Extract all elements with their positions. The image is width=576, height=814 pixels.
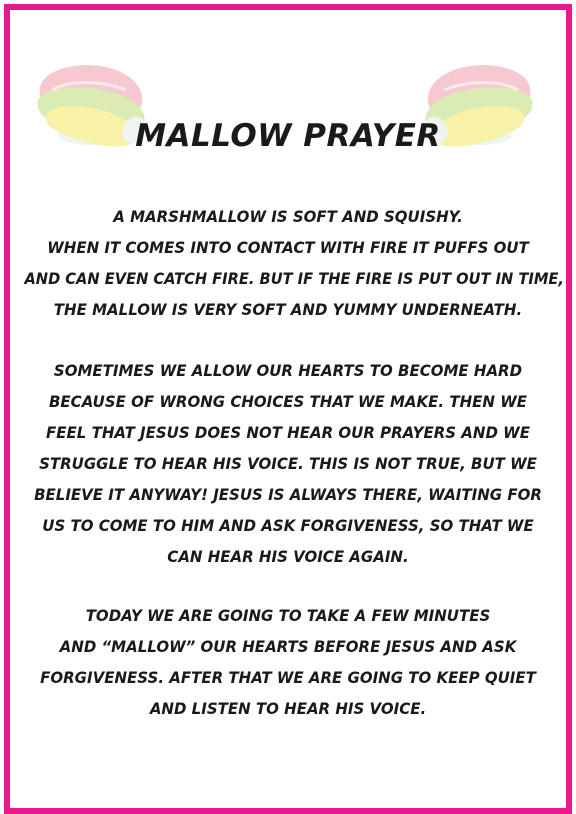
text-line: FEEL THAT JESUS DOES NOT HEAR OUR PRAYERS AND WE — [46, 423, 530, 442]
text-line: WHEN IT COMES INTO CONTACT WITH FIRE IT PUFFS OUT — [47, 238, 529, 257]
text-line: A MARSHMALLOW IS SOFT AND SQUISHY. — [113, 207, 463, 226]
text-line: STRUGGLE TO HEAR HIS VOICE. THIS IS NOT TRUE, BUT WE — [39, 454, 537, 473]
text-line: FORGIVENESS. AFTER THAT WE ARE GOING TO KEEP QUIET — [40, 668, 536, 687]
text-line: TODAY WE ARE GOING TO TAKE A FEW MINUTES — [85, 606, 491, 625]
text-line: BECAUSE OF WRONG CHOICES THAT WE MAKE. THEN WE — [48, 392, 527, 411]
text-line: BELIEVE IT ANYWAY! JESUS IS ALWAYS THERE, WAITING FOR — [34, 485, 542, 504]
paragraph-2 — [0, 355, 576, 572]
paragraph-1 — [0, 201, 576, 325]
text-line: AND “MALLOW” OUR HEARTS BEFORE JESUS AND ASK — [59, 637, 517, 656]
page-title: MALLOW PRAYER — [135, 118, 441, 154]
text-line: SOMETIMES WE ALLOW OUR HEARTS TO BECOME HARD — [53, 361, 523, 380]
text-line: US TO COME TO HIM AND ASK FORGIVENESS, SO THAT WE — [42, 516, 534, 535]
text-line: THE MALLOW IS VERY SOFT AND YUMMY UNDERNEATH. — [53, 300, 523, 319]
paragraph-3 — [0, 600, 576, 724]
text-line: CAN HEAR HIS VOICE AGAIN. — [167, 547, 409, 566]
text-line: AND CAN EVEN CATCH FIRE. BUT IF THE FIRE IS PUT OUT IN TIME, — [24, 269, 564, 288]
text-line: AND LISTEN TO HEAR HIS VOICE. — [149, 699, 427, 718]
